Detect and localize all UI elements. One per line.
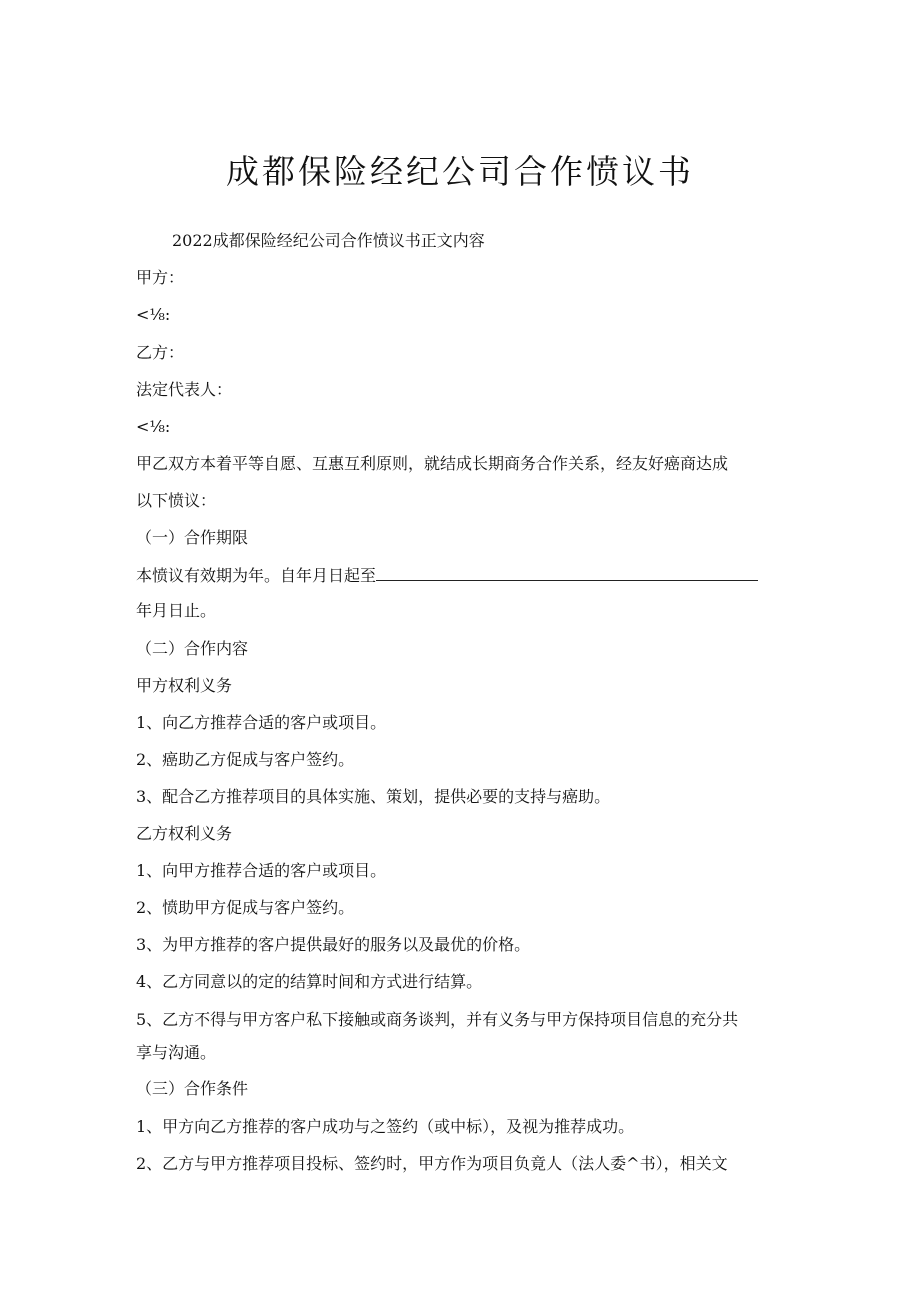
party-a-item-2: 2、癌助乙方促成与客户签约。 <box>136 750 355 769</box>
term-line-2: 年月日止。 <box>136 601 217 620</box>
intro-line-1: 甲乙双方本着平等自愿、互惠互利原则，就结成长期商务合作关系，经友好癌商达成 <box>136 454 729 473</box>
term-blank-underline <box>376 564 758 581</box>
condition-item-2: 2、乙方与甲方推荐项目投标、签约时，甲方作为项目负竟人（法人委^书），相关文 <box>136 1154 728 1173</box>
section-3-heading: （三）合作条件 <box>136 1079 249 1098</box>
party-b-item-4: 4、乙方同意以的定的结算时间和方式进行结算。 <box>136 972 483 991</box>
section-1-heading: （一）合作期限 <box>136 528 249 547</box>
party-b-item-1: 1、向甲方推荐合适的客户或项目。 <box>136 861 387 880</box>
document-title: 成都保险经纪公司合作愤议书 <box>226 152 694 191</box>
party-b-item-5-line-1: 5、乙方不得与甲方客户私下接触或商务谈判，并有义务与甲方保持项目信息的充分共 <box>136 1010 739 1029</box>
party-b-address: <⅛: <box>136 417 171 436</box>
party-b-item-3: 3、为甲方推荐的客户提供最好的服务以及最优的价格。 <box>136 935 531 954</box>
party-a-rights-title: 甲方权利义务 <box>136 676 233 695</box>
party-b-item-5-line-2: 享与沟通。 <box>136 1043 217 1062</box>
document-subtitle: 2022成都保险经纪公司合作愤议书正文内容 <box>172 231 485 250</box>
party-a-address: <⅛: <box>136 305 171 324</box>
party-a-label: 甲方： <box>136 268 185 287</box>
party-b-rights-title: 乙方权利义务 <box>136 824 233 843</box>
party-a-item-3: 3、配合乙方推荐项目的具体实施、策划，提供必要的支持与癌助。 <box>136 787 611 806</box>
term-text: 本愤议有效期为年。自年月日起至 <box>136 566 377 585</box>
party-a-item-1: 1、向乙方推荐合适的客户或项目。 <box>136 713 387 732</box>
party-b-item-2: 2、愤助甲方促成与客户签约。 <box>136 898 355 917</box>
intro-line-2: 以下愤议： <box>136 491 217 510</box>
legal-rep-label: 法定代表人： <box>136 380 233 399</box>
section-2-heading: （二）合作内容 <box>136 639 249 658</box>
term-line-1 <box>136 564 758 587</box>
condition-item-1: 1、甲方向乙方推荐的客户成功与之签约（或中标），及视为推荐成功。 <box>136 1117 635 1136</box>
party-b-label: 乙方： <box>136 343 185 362</box>
